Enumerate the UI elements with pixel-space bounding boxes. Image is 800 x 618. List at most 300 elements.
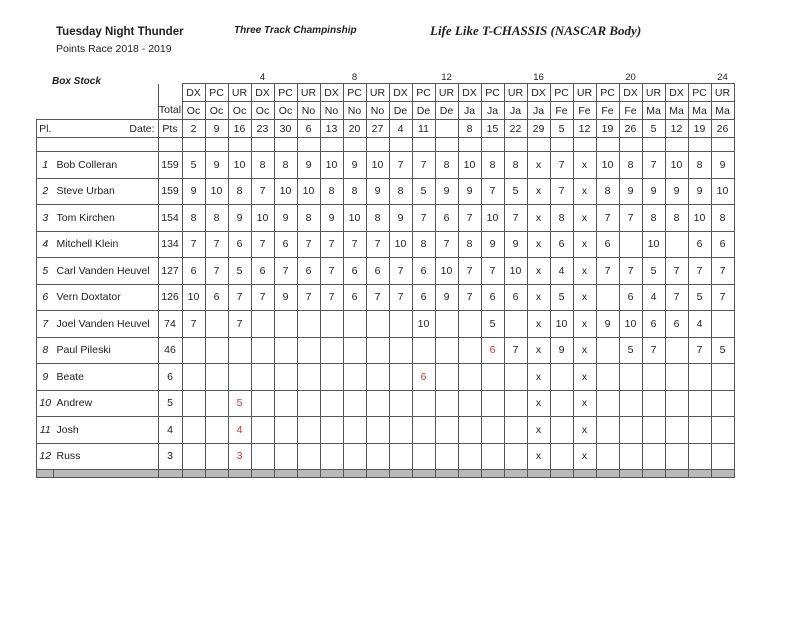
race-score xyxy=(205,337,228,364)
blank xyxy=(37,84,54,102)
race-number xyxy=(274,72,297,84)
race-score: 7 xyxy=(619,205,642,232)
race-score xyxy=(550,364,573,391)
race-score xyxy=(412,337,435,364)
race-score xyxy=(251,417,274,444)
blank xyxy=(182,138,205,152)
race-score: 8 xyxy=(389,178,412,205)
race-score: 8 xyxy=(596,178,619,205)
race-number xyxy=(481,72,504,84)
race-score: 8 xyxy=(458,231,481,258)
track-code: PC xyxy=(412,84,435,102)
race-score: 9 xyxy=(619,178,642,205)
driver-name: Joel Vanden Heuvel xyxy=(54,311,159,338)
race-score: 10 xyxy=(688,205,711,232)
race-score xyxy=(320,417,343,444)
month: Fe xyxy=(550,102,573,120)
race-score: 9 xyxy=(274,205,297,232)
race-day: 11 xyxy=(412,120,435,138)
race-score xyxy=(665,364,688,391)
driver-row xyxy=(37,258,735,285)
race-score: 7 xyxy=(504,205,527,232)
race-score: x xyxy=(527,417,550,444)
race-score: x xyxy=(573,417,596,444)
driver-name: Russ xyxy=(54,443,159,470)
race-score xyxy=(458,337,481,364)
race-score xyxy=(320,390,343,417)
race-score xyxy=(412,390,435,417)
blank xyxy=(481,138,504,152)
race-score: x xyxy=(573,364,596,391)
blank xyxy=(320,470,343,478)
blank xyxy=(297,138,320,152)
race-score xyxy=(688,417,711,444)
race-score: 6 xyxy=(665,311,688,338)
race-score: 7 xyxy=(550,178,573,205)
race-day: 26 xyxy=(619,120,642,138)
blank xyxy=(527,138,550,152)
race-score: 5 xyxy=(550,284,573,311)
race-score xyxy=(642,417,665,444)
race-score xyxy=(435,390,458,417)
race-score xyxy=(366,311,389,338)
race-score: 6 xyxy=(412,258,435,285)
blank xyxy=(412,470,435,478)
race-score xyxy=(412,443,435,470)
race-score: 7 xyxy=(228,284,251,311)
race-score xyxy=(435,417,458,444)
race-score: 9 xyxy=(320,205,343,232)
race-day: 4 xyxy=(389,120,412,138)
race-score: 10 xyxy=(458,152,481,179)
race-score: 8 xyxy=(711,205,734,232)
race-score: 7 xyxy=(228,311,251,338)
race-score: 6 xyxy=(619,284,642,311)
race-score xyxy=(182,417,205,444)
race-number: 24 xyxy=(717,72,728,83)
race-score: 6 xyxy=(550,231,573,258)
driver-row xyxy=(37,390,735,417)
place: 8 xyxy=(37,337,54,364)
date-label: Date: xyxy=(54,120,159,138)
driver-row xyxy=(37,443,735,470)
race-score: 7 xyxy=(251,178,274,205)
race-score xyxy=(297,364,320,391)
place: 5 xyxy=(37,258,54,285)
race-score: 7 xyxy=(711,258,734,285)
race-score: x xyxy=(573,205,596,232)
race-score xyxy=(596,417,619,444)
month: Ja xyxy=(458,102,481,120)
race-score: 9 xyxy=(458,178,481,205)
track-code: PC xyxy=(481,84,504,102)
race-score xyxy=(642,443,665,470)
blank xyxy=(366,470,389,478)
total-points: 159 xyxy=(158,152,182,179)
race-score: 7 xyxy=(619,258,642,285)
club-name: Tuesday Night Thunder xyxy=(56,26,184,38)
total-label: Total xyxy=(158,102,182,120)
race-score: 9 xyxy=(711,152,734,179)
race-day: 13 xyxy=(320,120,343,138)
race-score: 9 xyxy=(389,205,412,232)
track-code: UR xyxy=(642,84,665,102)
race-score: 7 xyxy=(366,284,389,311)
race-score xyxy=(504,311,527,338)
race-score xyxy=(182,337,205,364)
race-score xyxy=(366,337,389,364)
race-score: 7 xyxy=(642,152,665,179)
race-score: x xyxy=(573,443,596,470)
standings-table xyxy=(36,72,735,478)
place: 3 xyxy=(37,205,54,232)
blank xyxy=(688,138,711,152)
total-points: 126 xyxy=(158,284,182,311)
race-score: 6 xyxy=(596,231,619,258)
race-number xyxy=(228,72,251,84)
blank xyxy=(54,138,159,152)
race-score: 7 xyxy=(711,284,734,311)
race-number xyxy=(665,72,688,84)
race-score xyxy=(481,364,504,391)
race-day: 19 xyxy=(688,120,711,138)
blank xyxy=(711,470,734,478)
blank xyxy=(158,84,182,102)
race-score: 10 xyxy=(297,178,320,205)
total-points: 154 xyxy=(158,205,182,232)
blank xyxy=(596,138,619,152)
race-day: 16 xyxy=(228,120,251,138)
race-score: x xyxy=(527,205,550,232)
total-points: 74 xyxy=(158,311,182,338)
blank xyxy=(573,138,596,152)
race-score: 5 xyxy=(688,284,711,311)
race-score: x xyxy=(527,364,550,391)
blank xyxy=(54,102,159,120)
race-score: 10 xyxy=(596,152,619,179)
race-number: 12 xyxy=(441,72,452,83)
race-number xyxy=(182,72,205,84)
race-score: 7 xyxy=(688,258,711,285)
track-code: PC xyxy=(205,84,228,102)
race-score xyxy=(205,311,228,338)
blank xyxy=(37,102,54,120)
blank xyxy=(158,72,182,84)
month: Ma xyxy=(665,102,688,120)
race-score: 8 xyxy=(619,152,642,179)
race-score xyxy=(504,443,527,470)
race-score: 9 xyxy=(435,284,458,311)
race-score: x xyxy=(573,337,596,364)
track-code: DX xyxy=(320,84,343,102)
race-score: x xyxy=(527,178,550,205)
race-score: 8 xyxy=(665,205,688,232)
race-score: 10 xyxy=(320,152,343,179)
race-score: 8 xyxy=(688,152,711,179)
race-score: 8 xyxy=(228,178,251,205)
place: 4 xyxy=(37,231,54,258)
race-score: 9 xyxy=(366,178,389,205)
race-score: 7 xyxy=(389,258,412,285)
total-points: 4 xyxy=(158,417,182,444)
driver-name: Paul Pileski xyxy=(54,337,159,364)
month-row xyxy=(37,102,735,120)
race-score: x xyxy=(573,231,596,258)
track-code: PC xyxy=(343,84,366,102)
race-score: 6 xyxy=(182,258,205,285)
track-code: UR xyxy=(366,84,389,102)
race-score: 3 xyxy=(228,443,251,470)
race-score: x xyxy=(527,231,550,258)
track-code: UR xyxy=(228,84,251,102)
blank xyxy=(228,138,251,152)
track-code: UR xyxy=(711,84,734,102)
month: Oc xyxy=(182,102,205,120)
race-number xyxy=(573,72,596,84)
blank xyxy=(251,138,274,152)
race-score: 10 xyxy=(711,178,734,205)
race-score: 6 xyxy=(297,258,320,285)
race-score xyxy=(412,417,435,444)
race-number xyxy=(389,72,412,84)
track-code: PC xyxy=(550,84,573,102)
race-score: 5 xyxy=(481,311,504,338)
blank xyxy=(320,138,343,152)
driver-row xyxy=(37,311,735,338)
race-score xyxy=(504,364,527,391)
driver-row xyxy=(37,364,735,391)
race-score: 9 xyxy=(596,311,619,338)
blank xyxy=(389,470,412,478)
track-code: UR xyxy=(297,84,320,102)
race-score: 7 xyxy=(435,231,458,258)
race-score: 7 xyxy=(412,205,435,232)
race-score: x xyxy=(573,152,596,179)
table-footer-band xyxy=(37,470,735,478)
place-header: Pl. xyxy=(37,120,54,138)
race-number: 16 xyxy=(533,72,544,83)
race-score: x xyxy=(527,337,550,364)
race-score: 9 xyxy=(665,178,688,205)
place: 11 xyxy=(37,417,54,444)
race-day: 20 xyxy=(343,120,366,138)
race-number xyxy=(504,72,527,84)
race-score xyxy=(228,364,251,391)
race-day: 30 xyxy=(274,120,297,138)
driver-name: Vern Doxtator xyxy=(54,284,159,311)
race-score: 5 xyxy=(228,258,251,285)
race-score: 10 xyxy=(504,258,527,285)
blank xyxy=(158,470,182,478)
month: No xyxy=(366,102,389,120)
month: Oc xyxy=(228,102,251,120)
month: Ja xyxy=(504,102,527,120)
race-score xyxy=(389,443,412,470)
race-score xyxy=(205,390,228,417)
race-score xyxy=(435,337,458,364)
race-number xyxy=(688,72,711,84)
race-score: 5 xyxy=(619,337,642,364)
race-score: 9 xyxy=(550,337,573,364)
race-score: 10 xyxy=(412,311,435,338)
race-score: 4 xyxy=(228,417,251,444)
race-score: 9 xyxy=(297,152,320,179)
race-score: 4 xyxy=(550,258,573,285)
race-number xyxy=(366,72,389,84)
total-points: 5 xyxy=(158,390,182,417)
place: 9 xyxy=(37,364,54,391)
total-points: 46 xyxy=(158,337,182,364)
race-score: 8 xyxy=(435,152,458,179)
blank xyxy=(435,138,458,152)
race-score xyxy=(343,311,366,338)
section-label: Box Stock xyxy=(52,76,101,87)
race-score: 6 xyxy=(412,284,435,311)
driver-name: Josh xyxy=(54,417,159,444)
track-code: DX xyxy=(527,84,550,102)
race-score: 10 xyxy=(228,152,251,179)
race-score xyxy=(205,417,228,444)
race-score: 8 xyxy=(320,178,343,205)
race-score xyxy=(297,390,320,417)
race-score: 5 xyxy=(412,178,435,205)
blank xyxy=(619,138,642,152)
place: 7 xyxy=(37,311,54,338)
blank xyxy=(665,470,688,478)
month: No xyxy=(320,102,343,120)
blank xyxy=(297,470,320,478)
race-score xyxy=(619,417,642,444)
month: Ma xyxy=(711,102,734,120)
track-code: PC xyxy=(274,84,297,102)
race-score xyxy=(458,390,481,417)
race-score xyxy=(389,311,412,338)
month: Oc xyxy=(251,102,274,120)
race-day: 12 xyxy=(573,120,596,138)
race-score xyxy=(665,231,688,258)
driver-row xyxy=(37,231,735,258)
race-score: 6 xyxy=(274,231,297,258)
total-points: 3 xyxy=(158,443,182,470)
driver-name: Beate xyxy=(54,364,159,391)
race-score: 7 xyxy=(343,231,366,258)
race-score: 10 xyxy=(642,231,665,258)
race-score: x xyxy=(527,152,550,179)
race-score: 10 xyxy=(550,311,573,338)
track-code: UR xyxy=(573,84,596,102)
race-score xyxy=(596,390,619,417)
race-score xyxy=(688,364,711,391)
blank xyxy=(37,138,54,152)
race-score: 10 xyxy=(182,284,205,311)
spacer-row xyxy=(37,138,735,152)
race-score: 7 xyxy=(504,337,527,364)
race-score: x xyxy=(573,178,596,205)
race-score xyxy=(297,311,320,338)
race-score: 6 xyxy=(504,284,527,311)
race-score: 6 xyxy=(366,258,389,285)
race-score xyxy=(711,443,734,470)
race-score xyxy=(504,417,527,444)
place: 10 xyxy=(37,390,54,417)
race-score: 8 xyxy=(481,152,504,179)
race-score: 10 xyxy=(251,205,274,232)
race-score: 9 xyxy=(343,152,366,179)
track-code: DX xyxy=(251,84,274,102)
month: Ma xyxy=(688,102,711,120)
blank xyxy=(182,470,205,478)
driver-name: Bob Colleran xyxy=(54,152,159,179)
race-score: 7 xyxy=(320,231,343,258)
race-score xyxy=(458,311,481,338)
race-number-row xyxy=(37,72,735,84)
race-score: x xyxy=(573,284,596,311)
blank xyxy=(54,72,159,84)
place: 12 xyxy=(37,443,54,470)
track-code: PC xyxy=(688,84,711,102)
track-row xyxy=(37,84,735,102)
total-points: 159 xyxy=(158,178,182,205)
race-score: 10 xyxy=(274,178,297,205)
race-score: 10 xyxy=(481,205,504,232)
race-day xyxy=(435,120,458,138)
blank xyxy=(158,138,182,152)
race-number xyxy=(297,72,320,84)
race-score xyxy=(251,311,274,338)
driver-name: Mitchell Klein xyxy=(54,231,159,258)
class-title: Life Like T-CHASSIS (NASCAR Body) xyxy=(430,23,642,38)
race-score xyxy=(343,337,366,364)
race-score: 7 xyxy=(251,231,274,258)
race-score: 8 xyxy=(297,205,320,232)
race-score xyxy=(596,443,619,470)
race-score xyxy=(251,390,274,417)
race-score: 8 xyxy=(642,205,665,232)
race-score: 5 xyxy=(711,337,734,364)
month: Ma xyxy=(642,102,665,120)
blank xyxy=(711,138,734,152)
race-score: 7 xyxy=(251,284,274,311)
race-score xyxy=(642,364,665,391)
race-day: 5 xyxy=(642,120,665,138)
month: De xyxy=(412,102,435,120)
race-score xyxy=(504,390,527,417)
driver-row xyxy=(37,337,735,364)
blank xyxy=(412,138,435,152)
blank xyxy=(54,84,159,102)
race-score xyxy=(435,311,458,338)
race-score xyxy=(182,364,205,391)
points-race-subtitle: Points Race 2018 - 2019 xyxy=(56,43,172,55)
race-day: 27 xyxy=(366,120,389,138)
blank xyxy=(54,470,159,478)
track-code: DX xyxy=(389,84,412,102)
race-score: 8 xyxy=(274,152,297,179)
race-score: 7 xyxy=(665,284,688,311)
blank xyxy=(37,72,54,84)
race-day: 9 xyxy=(205,120,228,138)
race-score: 7 xyxy=(642,337,665,364)
driver-name: Steve Urban xyxy=(54,178,159,205)
blank xyxy=(550,138,573,152)
race-number xyxy=(550,72,573,84)
race-score: 10 xyxy=(389,231,412,258)
blank xyxy=(642,138,665,152)
blank xyxy=(458,470,481,478)
race-score: 4 xyxy=(642,284,665,311)
race-score: 10 xyxy=(343,205,366,232)
race-score xyxy=(274,337,297,364)
